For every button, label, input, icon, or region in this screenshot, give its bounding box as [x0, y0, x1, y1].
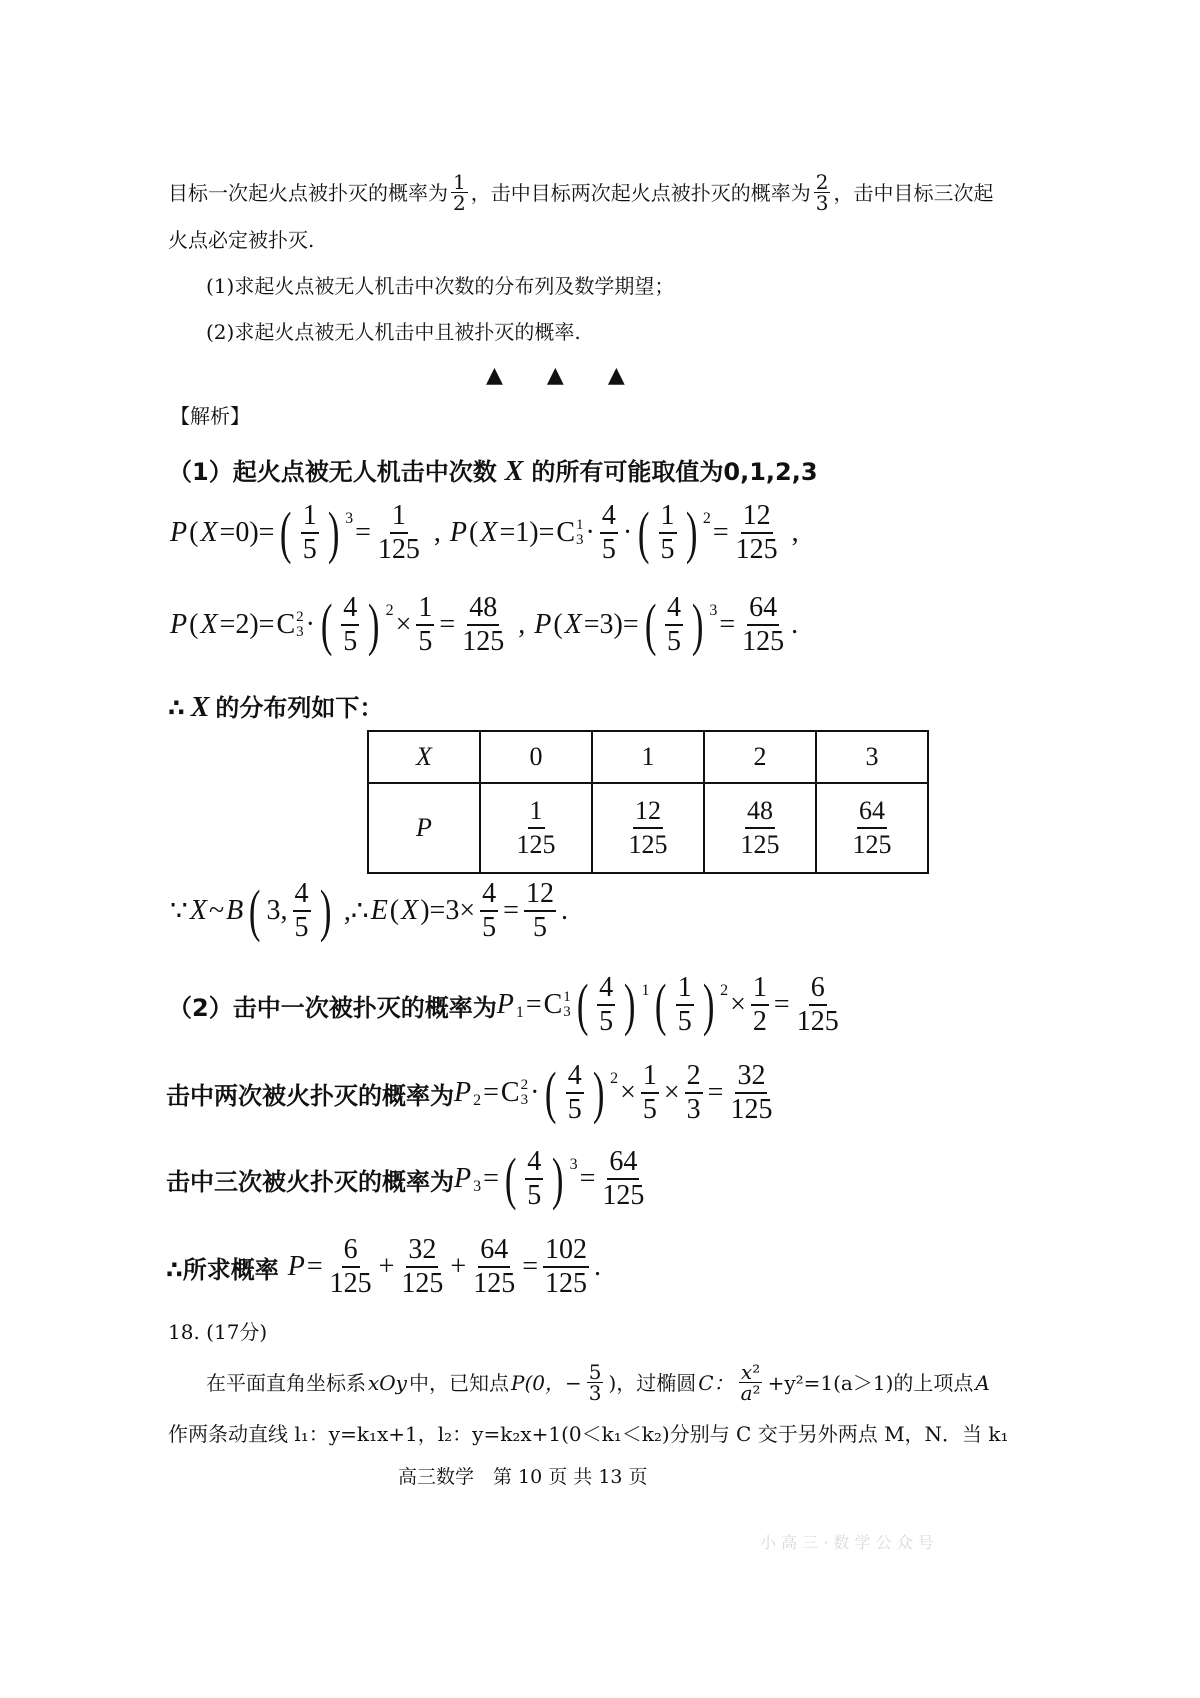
intro-text-b: ，击中目标两次起火点被扑灭的概率为	[470, 180, 811, 205]
table-cell-prob: $\frac{64}{125}$	[816, 783, 928, 873]
fraction-one-half: $\frac{1}{2}$	[453, 170, 466, 215]
solution-heading: 【解析】	[170, 404, 250, 428]
formula-expectation: ∵ X ~ B ( 3, $\frac{4}{5}$ ) ,∴ E ( X )=3× $\frac{4}{5}$ = $\frac{12}{5}$ .	[170, 878, 568, 943]
part2-line-1: （2）击中一次被扑灭的概率为 P 1 = C 1 3 ( $\frac{4}{5}$ ) $^1$ ( $\frac{1}{5}$ ) $^2$ × $\frac{1}{2}$ = $\frac{6}{125}$	[168, 972, 839, 1037]
page-footer: 高三数学 第 10 页 共 13 页	[398, 1466, 648, 1488]
intro-line-1	[168, 172, 993, 213]
table-cell-prob: $\frac{12}{125}$	[592, 783, 704, 873]
table-row	[368, 731, 928, 783]
table-cell-prob: $\frac{48}{125}$	[704, 783, 816, 873]
question-18-line-2: 作两条动直线 l₁：y=k₁x+1，l₂：y=k₂x+1(0＜k₁＜k₂)分别与 C 交于另外两点 M，N．当 k₁	[168, 1422, 1009, 1446]
table-cell-value: 1	[592, 731, 704, 783]
table-cell-value: 0	[480, 731, 592, 783]
table-cell-prob: $\frac{1}{125}$	[480, 783, 592, 873]
distribution-intro: ∴ X 的分布列如下：	[168, 692, 384, 723]
table-cell-value: 2	[704, 731, 816, 783]
intro-text-a: 目标一次起火点被扑灭的概率为	[168, 180, 448, 205]
formula-p0-p1: P ( X =0)= ( $\frac{1}{5}$ ) $^3$ = $\frac{1}{125}$ , P ( X =1)= C 1 3 · $\frac{4}{5}$ · ( $\frac{1}{5}$ ) $^2$ = $\frac{12}{125}$ ,	[170, 500, 799, 565]
intro-text-c: ，击中目标三次起	[833, 180, 994, 205]
table-header-p: P	[368, 783, 480, 873]
formula-p2-p3: P ( X =2)= C 2 3 · ( $\frac{4}{5}$ ) $^2$ × $\frac{1}{5}$ = $\frac{48}{125}$ , P ( X =3)= ( $\frac{4}{5}$ ) $^3$ = $\frac{64}{125}$ .	[170, 592, 799, 657]
part2-line-3: 击中三次被火扑灭的概率为 P 3 = ( $\frac{4}{5}$ ) $^3$ = $\frac{64}{125}$	[166, 1146, 645, 1211]
question-18-header: 18. (17分)	[168, 1320, 268, 1344]
part2-final: ∴所求概率 P = $\frac{6}{125}$ + $\frac{32}{125}$ + $\frac{64}{125}$ = $\frac{102}{125}$ .	[166, 1234, 601, 1299]
question-18-line-1: 在平面直角坐标系 xOy 中，已知点 P(0，− $\frac{5}{3}$ )，过椭圆 C： $\frac{\text{x²}}{\text{a²}}$ +y²=1(a＞1)的上项点 A	[206, 1360, 990, 1405]
watermark: 小 高 三 · 数 学 公 众 号	[760, 1533, 934, 1552]
distribution-table-wrap	[367, 730, 929, 874]
part2-line-2: 击中两次被火扑灭的概率为 P 2 = C 2 3 · ( $\frac{4}{5}$ ) $^2$ × $\frac{1}{5}$ × $\frac{2}{3}$ = $\frac{32}{125}$	[166, 1060, 773, 1125]
table-row	[368, 783, 928, 873]
distribution-table	[367, 730, 929, 874]
question-1: (1)求起火点被无人机击中次数的分布列及数学期望；	[206, 274, 675, 298]
section-separator: ▲ ▲ ▲	[486, 363, 625, 388]
fraction-two-thirds: $\frac{2}{3}$	[815, 170, 829, 215]
table-cell-value: 3	[816, 731, 928, 783]
part1-title: （1）起火点被无人机击中次数 X 的所有可能取值为0,1,2,3	[168, 456, 818, 487]
intro-line-2: 火点必定被扑灭.	[168, 228, 315, 252]
question-2: (2)求起火点被无人机击中且被扑灭的概率.	[206, 320, 581, 344]
table-header-x: X	[368, 731, 480, 783]
